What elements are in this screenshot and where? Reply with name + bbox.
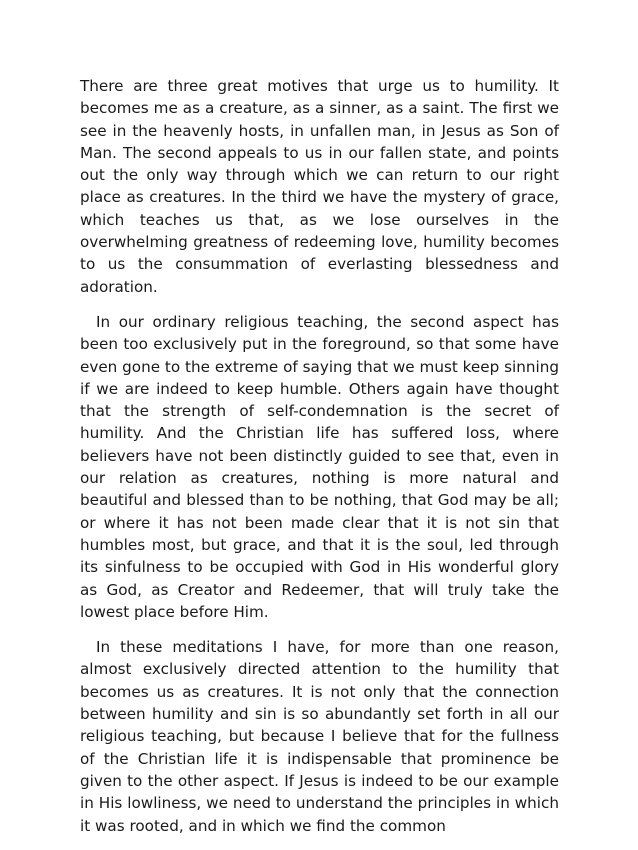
paragraph-religious-teaching: In our ordinary religious teaching, the second aspect has been too exclusively put in the foreground, so that some have even gone to the extreme of saying that we must keep sinning if we are indeed to keep humble. Others again have thought that the strength of self-condemnation is the secret of humility. And the Christian life has suffered loss, where believers have not been distinctly guided to see that, even in our relation as creatures, nothing is more natural and beautiful and blessed than to be nothing, that God may be all; or where it has not been made clear that it is not sin that humbles most, but grace, and that it is the soul, led through its sinfulness to be occupied with God in His wonderful glory as God, as Creator and Redeemer, that will truly take the lowest place before Him. xyxy=(80,312,559,621)
paragraph-meditations: In these meditations I have, for more than one reason, almost exclusively directed attention to the humility that becomes us as creatures. It is not only that the connection between humility and sin is so abundantly set forth in all our religious teaching, but because I believe that for the fullness of the Christian life it is indispensable that prominence be given to the other aspect. If Jesus is indeed to be our example in His lowliness, we need to understand the principles in which it was rooted, and in which we find the common xyxy=(80,638,559,835)
document-page xyxy=(80,75,559,850)
paragraph-motives: There are three great motives that urge us to humility. It becomes me as a creature, as a sinner, as a saint. The first we see in the heavenly hosts, in unfallen man, in Jesus as Son of Man. The second appeals to us in our fallen state, and points out the only way through which we can return to our right place as creatures. In the third we have the mystery of grace, which teaches us that, as we lose ourselves in the overwhelming greatness of redeeming love, humility becomes to us the consummation of everlasting blessedness and adoration. xyxy=(80,77,559,296)
